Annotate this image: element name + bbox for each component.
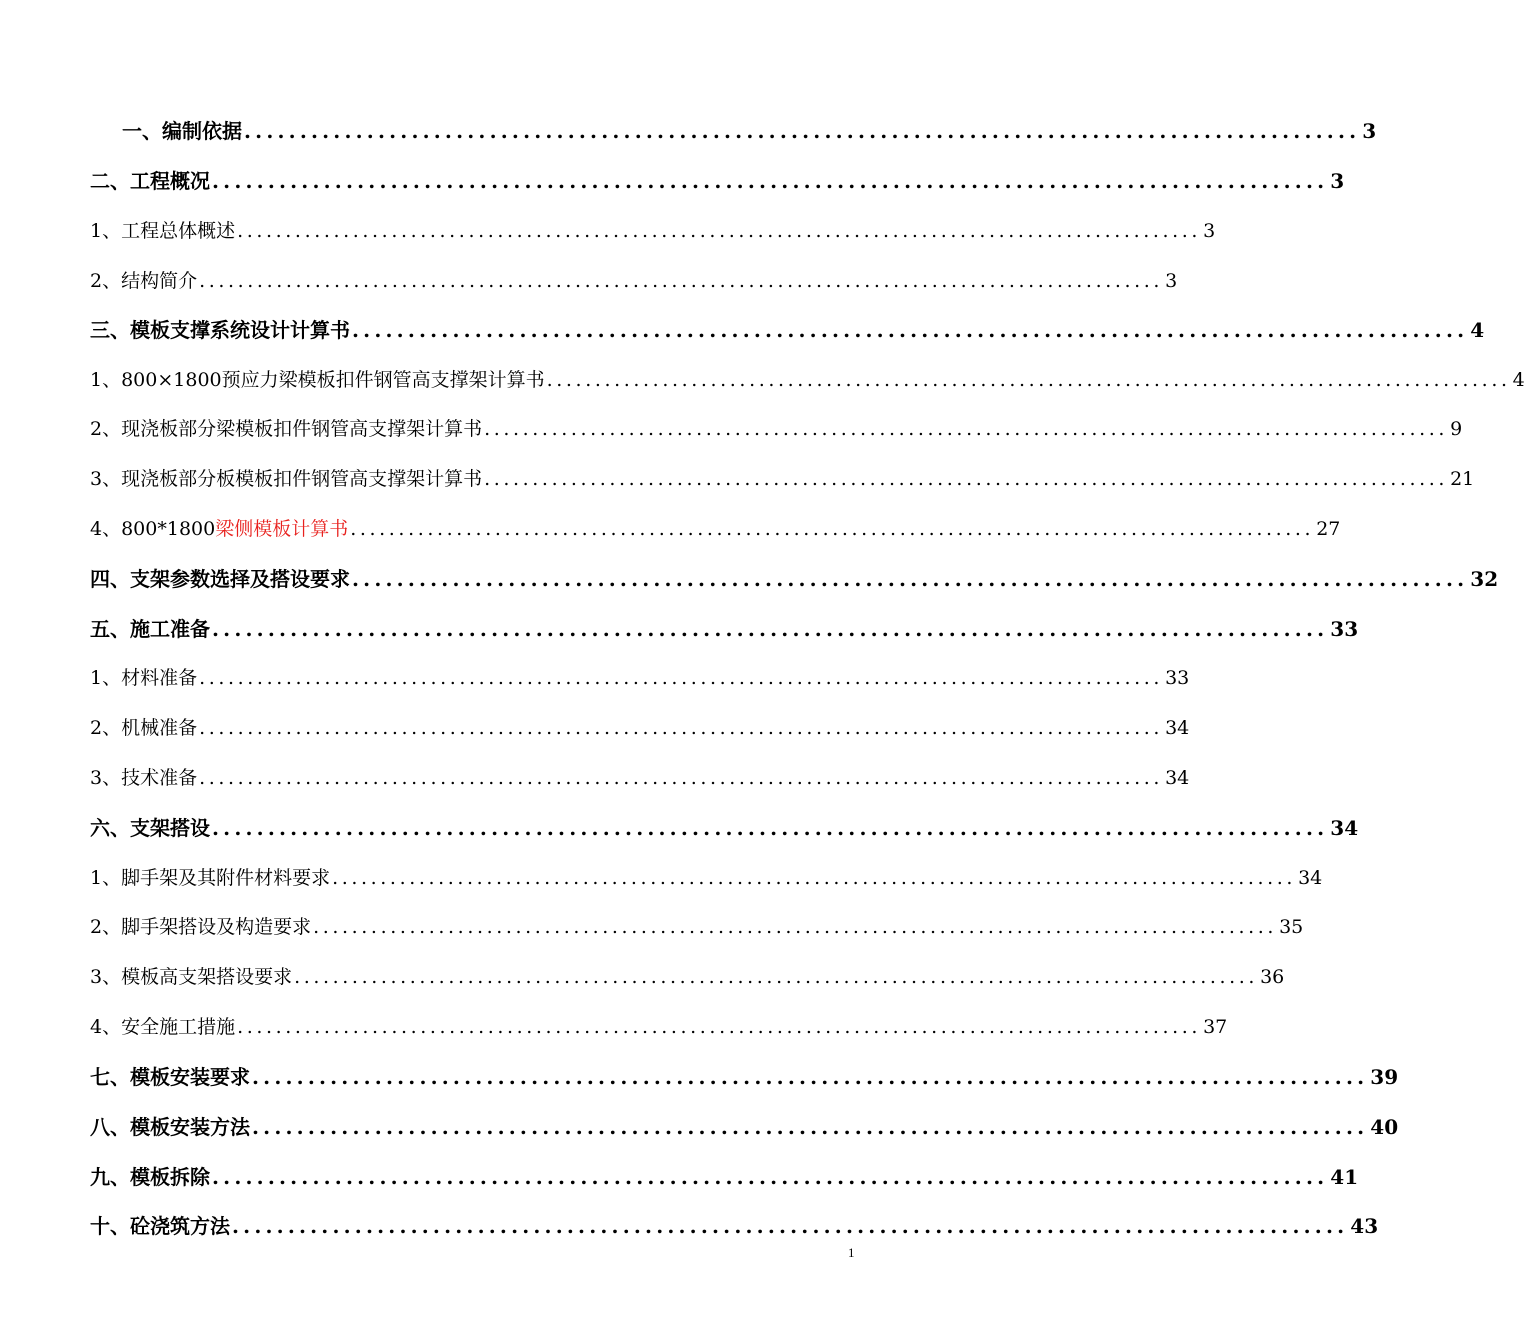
toc-entry-page: 4 — [1470, 318, 1485, 342]
toc-entry-page: 27 — [1316, 518, 1341, 540]
toc-entry-title: 三、模板支撑系统设计计算书 — [90, 318, 350, 342]
toc-entry-page: 39 — [1370, 1065, 1399, 1089]
toc-leader-dots: .................................................................................................... — [199, 767, 1164, 789]
toc-entry[interactable] — [122, 108, 1377, 143]
toc-leader-dots: .................................................................................................... — [252, 1065, 1369, 1089]
toc-entry-title: 3、现浇板部分板模板扣件钢管高支撑架计算书 — [90, 468, 483, 490]
toc-entry-title: 1、工程总体概述 — [90, 220, 236, 242]
toc-entry-page: 3 — [1165, 270, 1178, 292]
toc-leader-dots: .................................................................................................... — [350, 518, 1315, 540]
toc-entry[interactable] — [90, 208, 1216, 242]
toc-entry-page: 21 — [1450, 468, 1475, 490]
toc-entry-page: 35 — [1279, 916, 1304, 938]
toc-entry-title: 3、技术准备 — [90, 767, 198, 789]
toc-leader-dots: .................................................................................................... — [237, 1016, 1202, 1038]
toc-entry[interactable] — [90, 655, 1190, 689]
toc-leader-dots: .................................................................................................... — [294, 966, 1259, 988]
toc-entry-title-highlight: 梁侧模板计算书 — [215, 518, 349, 540]
toc-entry[interactable] — [90, 1054, 1399, 1089]
toc-entry-title: 2、现浇板部分梁模板扣件钢管高支撑架计算书 — [90, 418, 483, 440]
toc-entry-title: 1、800×1800预应力梁模板扣件钢管高支撑架计算书 — [90, 369, 545, 391]
toc-entry-title: 二、工程概况 — [90, 169, 210, 193]
page-number: 1 — [848, 1245, 855, 1260]
toc-entry-page: 34 — [1330, 816, 1359, 840]
toc-entry-title: 1、脚手架及其附件材料要求 — [90, 867, 331, 889]
toc-entry-title: 3、模板高支架搭设要求 — [90, 966, 293, 988]
toc-leader-dots: .................................................................................................... — [212, 816, 1329, 840]
toc-entry-page: 3 — [1362, 119, 1377, 143]
toc-leader-dots: .................................................................................................... — [199, 717, 1164, 739]
toc-entry[interactable] — [90, 556, 1499, 591]
toc-entry-title: 六、支架搭设 — [90, 816, 210, 840]
toc-entry-title: 一、编制依据 — [122, 119, 242, 143]
toc-entry-page: 40 — [1370, 1115, 1399, 1139]
toc-entry-title: 1、材料准备 — [90, 667, 198, 689]
toc-entry-page: 33 — [1165, 667, 1190, 689]
toc-entry[interactable] — [90, 904, 1304, 938]
toc-entry[interactable] — [90, 357, 1525, 391]
toc-leader-dots: .................................................................................................... — [352, 567, 1469, 591]
toc-entry-title: 八、模板安装方法 — [90, 1115, 250, 1139]
toc-leader-dots: .................................................................................................... — [484, 468, 1449, 490]
toc-entry[interactable] — [90, 1104, 1399, 1139]
toc-entry-page: 34 — [1165, 767, 1190, 789]
toc-entry-page: 4 — [1512, 369, 1525, 391]
toc-entry-title: 4、安全施工措施 — [90, 1016, 236, 1038]
toc-entry[interactable] — [90, 506, 1341, 540]
toc-entry-title: 十、砼浇筑方法 — [90, 1214, 230, 1238]
toc-leader-dots: .................................................................................................... — [332, 867, 1297, 889]
toc-entry[interactable] — [90, 1203, 1379, 1238]
toc-entry-title: 2、结构简介 — [90, 270, 198, 292]
toc-entry[interactable] — [90, 954, 1285, 988]
toc-entry-title — [90, 518, 348, 540]
toc-entry-page: 3 — [1203, 220, 1216, 242]
toc-entry-page: 37 — [1203, 1016, 1228, 1038]
toc-leader-dots: .................................................................................................... — [212, 169, 1329, 193]
toc-entry-page: 3 — [1330, 169, 1345, 193]
toc-leader-dots: .................................................................................................... — [252, 1115, 1369, 1139]
toc-entry-title: 七、模板安装要求 — [90, 1065, 250, 1089]
toc-entry-title: 2、机械准备 — [90, 717, 198, 739]
toc-entry-page: 43 — [1350, 1214, 1379, 1238]
toc-entry[interactable] — [90, 307, 1485, 342]
toc-leader-dots: .................................................................................................... — [237, 220, 1202, 242]
toc-leader-dots: .................................................................................................... — [546, 369, 1511, 391]
toc-entry[interactable] — [90, 606, 1359, 641]
toc-entry-title: 2、脚手架搭设及构造要求 — [90, 916, 312, 938]
toc-entry[interactable] — [90, 705, 1190, 739]
toc-entry-page: 34 — [1165, 717, 1190, 739]
toc-entry[interactable] — [90, 406, 1463, 440]
toc-entry[interactable] — [90, 258, 1178, 292]
toc-entry[interactable] — [90, 158, 1345, 193]
toc-entry-page: 32 — [1470, 567, 1499, 591]
toc-leader-dots: .................................................................................................... — [313, 916, 1278, 938]
toc-entry[interactable] — [90, 755, 1190, 789]
toc-leader-dots: .................................................................................................... — [232, 1214, 1349, 1238]
toc-entry[interactable] — [90, 1154, 1359, 1189]
toc-entry[interactable] — [90, 1004, 1228, 1038]
toc-leader-dots: .................................................................................................... — [244, 119, 1361, 143]
toc-entry[interactable] — [90, 855, 1323, 889]
toc-leader-dots: .................................................................................................... — [484, 418, 1449, 440]
toc-entry-title-prefix: 4、800*1800 — [90, 518, 216, 540]
toc-leader-dots: .................................................................................................... — [352, 318, 1469, 342]
toc-entry-title: 九、模板拆除 — [90, 1165, 210, 1189]
toc-leader-dots: .................................................................................................... — [212, 617, 1329, 641]
toc-entry-page: 34 — [1298, 867, 1323, 889]
toc-entry[interactable] — [90, 456, 1475, 490]
toc-entry-page: 36 — [1260, 966, 1285, 988]
toc-leader-dots: .................................................................................................... — [199, 270, 1164, 292]
toc-entry-page: 33 — [1330, 617, 1359, 641]
toc-entry[interactable] — [90, 805, 1359, 840]
toc-entry-page: 41 — [1330, 1165, 1359, 1189]
toc-entry-page: 9 — [1450, 418, 1463, 440]
toc-leader-dots: .................................................................................................... — [199, 667, 1164, 689]
toc-entry-title: 五、施工准备 — [90, 617, 210, 641]
toc-leader-dots: .................................................................................................... — [212, 1165, 1329, 1189]
toc-entry-title: 四、支架参数选择及搭设要求 — [90, 567, 350, 591]
